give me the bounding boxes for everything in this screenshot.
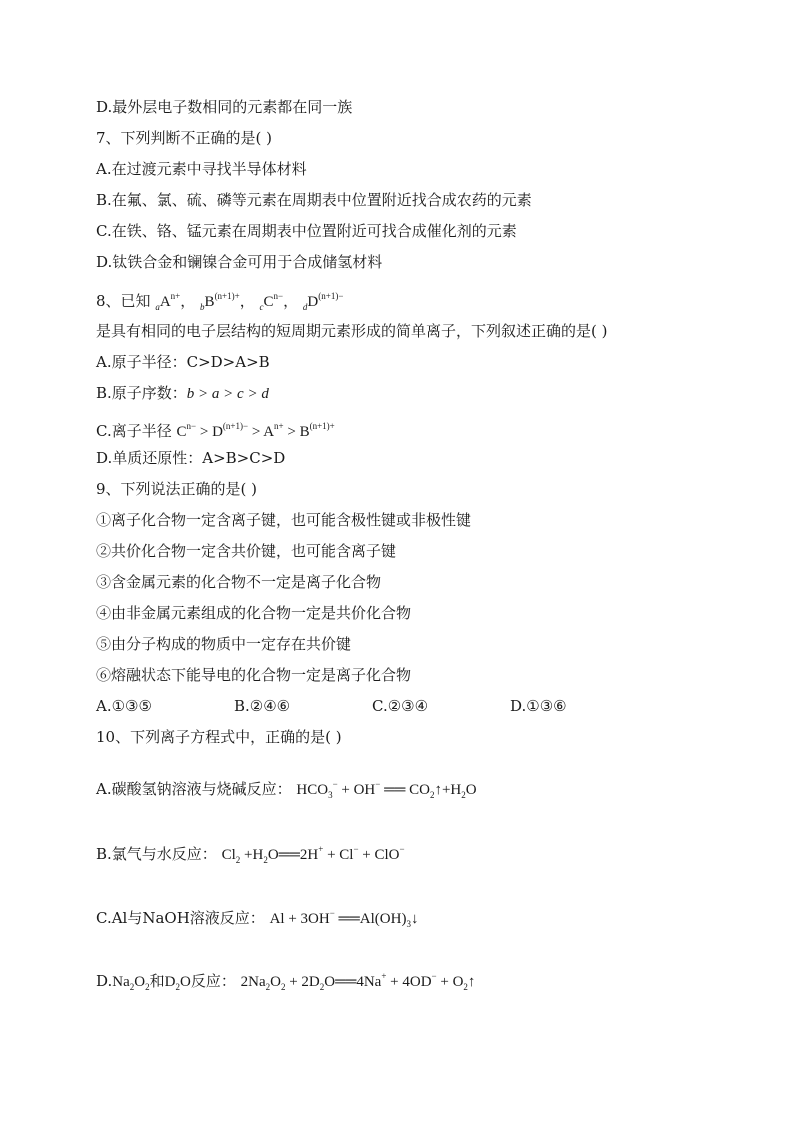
q8-stem-line2: 是具有相同的电子层结构的短周期元素形成的简单离子，下列叙述正确的是( )	[96, 322, 608, 340]
q10-option-a: A.碳酸氢钠溶液与烧碱反应： $HCO_3^- + OH^-$ ══ $CO_2↑+H_2O$	[96, 779, 477, 800]
ion-a: $_aA^{n+}$	[155, 291, 181, 312]
q10-option-b: B.氯气与水反应： $Cl_2$ $+H_2O══2H^+ + Cl^- + ClO^-$	[96, 844, 405, 865]
q9-statement-5: ⑤由分子构成的物质中一定存在共价键	[96, 635, 352, 653]
q9-statement-2: ②共价化合物一定含共价键，也可能含离子键	[96, 542, 397, 560]
equation-d: $2Na_2O_2$ + $2D_2O══4Na^+ + 4OD^-$ + $O_2↑$	[240, 971, 476, 992]
q8-option-b: B.原子序数：b > a > c > d	[96, 384, 269, 402]
equation-a: $HCO_3^- + OH^-$ ══ $CO_2↑+H_2O$	[296, 779, 477, 800]
q8-option-c: C.离子半径 $C^{n-} > D^{(n+1)-} > A^{n+} > B^{(n+1)+}$	[96, 421, 335, 440]
q9-statement-1: ①离子化合物一定含离子键，也可能含极性键或非极性键	[96, 511, 472, 529]
ion-d: $_dD^{(n+1)-}$	[302, 291, 344, 312]
equation-b: $Cl_2$ $+H_2O══2H^+ + Cl^- + ClO^-$	[221, 844, 405, 865]
q8-option-d: D.单质还原性：A>B>C>D	[96, 449, 286, 467]
q8-option-a: A.原子半径：C>D>A>B	[96, 353, 270, 371]
q10-stem: 10、下列离子方程式中，正确的是( )	[96, 728, 342, 746]
ion-c: $_cC^{n-}$	[259, 291, 284, 312]
q8-stem-prefix: 8、已知	[96, 292, 151, 310]
q9-option-b: B.②④⑥	[234, 697, 291, 715]
q7-option-d: D.钛铁合金和镧镍合金可用于合成储氢材料	[96, 253, 383, 271]
q7-stem: 7、下列判断不正确的是( )	[96, 129, 273, 147]
q6-option-d: D.最外层电子数相同的元素都在同一族	[96, 98, 353, 116]
q9-option-a: A.①③⑤	[96, 697, 152, 715]
q7-option-a: A.在过渡元素中寻找半导体材料	[96, 160, 307, 178]
q9-option-c: C.②③④	[372, 697, 429, 715]
q8-optB-expr: b > a > c > d	[186, 386, 269, 402]
q9-option-d: D.①③⑥	[510, 697, 567, 715]
q9-stem: 9、下列说法正确的是( )	[96, 480, 258, 498]
q10-option-d: $D.Na_2O_2$和$D_2O$反应： $2Na_2O_2$ + $2D_2O══4Na^+ + 4OD^-$ + $O_2↑$	[96, 971, 476, 992]
q10-option-c: C.Al与NaOH溶液反应： Al + 3OH− $══Al(OH)_3↓$	[96, 908, 419, 929]
q9-statement-4: ④由非金属元素组成的化合物一定是共价化合物	[96, 604, 412, 622]
equation-c: Al + 3OH− $══Al(OH)_3↓$	[269, 908, 419, 929]
q9-options	[96, 696, 567, 716]
q7-option-c: C.在铁、铬、锰元素在周期表中位置附近可找合成催化剂的元素	[96, 222, 517, 240]
q8-stem: 8、已知 $_aA^{n+}$， $_bB^{(n+1)+}$， $_cC^{n-}$， $_dD^{(n+1)-}$	[96, 291, 344, 312]
ion-b: $_bB^{(n+1)+}$	[200, 291, 240, 312]
q7-option-b: B.在氟、氯、硫、磷等元素在周期表中位置附近找合成农药的元素	[96, 191, 532, 209]
q9-statement-6: ⑥熔融状态下能导电的化合物一定是离子化合物	[96, 666, 412, 684]
q9-statement-3: ③含金属元素的化合物不一定是离子化合物	[96, 573, 382, 591]
